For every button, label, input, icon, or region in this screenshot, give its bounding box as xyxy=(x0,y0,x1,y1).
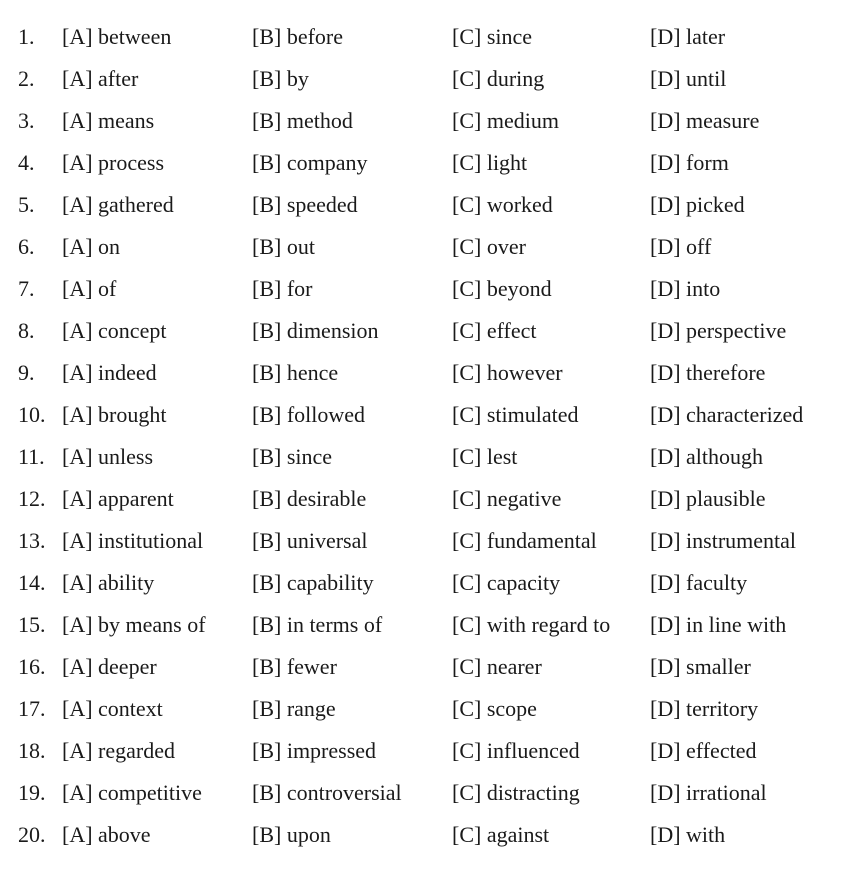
option-d: [D] plausible xyxy=(650,486,766,511)
option-a: [A] brought xyxy=(62,402,167,427)
option-d: [D] faculty xyxy=(650,570,748,595)
question-number: 7. xyxy=(18,276,35,301)
option-c: [C] during xyxy=(452,66,545,91)
question-row xyxy=(0,352,843,394)
option-b: [B] range xyxy=(252,696,336,721)
option-b: [B] by xyxy=(252,66,309,91)
option-a: [A] apparent xyxy=(62,486,174,511)
question-number: 17. xyxy=(18,696,46,721)
option-a: [A] context xyxy=(62,696,163,721)
option-b: [B] followed xyxy=(252,402,366,427)
option-b: [B] since xyxy=(252,444,333,469)
option-d: [D] into xyxy=(650,276,721,301)
question-number: 10. xyxy=(18,402,46,427)
option-c: [C] with regard to xyxy=(452,612,611,637)
option-a: [A] institutional xyxy=(62,528,204,553)
option-a: [A] regarded xyxy=(62,738,175,763)
option-a: [A] on xyxy=(62,234,121,259)
option-d: [D] characterized xyxy=(650,402,804,427)
question-row xyxy=(0,310,843,352)
option-c: [C] since xyxy=(452,24,533,49)
option-a: [A] after xyxy=(62,66,139,91)
option-d: [D] effected xyxy=(650,738,757,763)
option-c: [C] influenced xyxy=(452,738,580,763)
option-d: [D] picked xyxy=(650,192,745,217)
question-row xyxy=(0,100,843,142)
option-d: [D] measure xyxy=(650,108,760,133)
option-d: [D] later xyxy=(650,24,726,49)
option-b: [B] out xyxy=(252,234,315,259)
option-c: [C] scope xyxy=(452,696,537,721)
option-a: [A] indeed xyxy=(62,360,157,385)
question-row xyxy=(0,520,843,562)
option-b: [B] controversial xyxy=(252,780,402,805)
question-number: 4. xyxy=(18,150,35,175)
option-d: [D] instrumental xyxy=(650,528,797,553)
question-number: 3. xyxy=(18,108,35,133)
option-c: [C] effect xyxy=(452,318,537,343)
question-number: 15. xyxy=(18,612,46,637)
question-row xyxy=(0,814,843,856)
option-b: [B] impressed xyxy=(252,738,377,763)
question-row xyxy=(0,478,843,520)
question-row xyxy=(0,226,843,268)
option-c: [C] against xyxy=(452,822,550,847)
question-number: 2. xyxy=(18,66,35,91)
option-a: [A] unless xyxy=(62,444,154,469)
question-row xyxy=(0,772,843,814)
option-b: [B] speeded xyxy=(252,192,358,217)
option-c: [C] stimulated xyxy=(452,402,579,427)
option-a: [A] of xyxy=(62,276,117,301)
question-row xyxy=(0,688,843,730)
option-a: [A] process xyxy=(62,150,165,175)
option-c: [C] worked xyxy=(452,192,553,217)
option-a: [A] competitive xyxy=(62,780,202,805)
option-a: [A] by means of xyxy=(62,612,206,637)
question-number: 20. xyxy=(18,822,46,847)
question-number: 12. xyxy=(18,486,46,511)
question-row xyxy=(0,730,843,772)
question-number: 11. xyxy=(18,444,45,469)
question-number: 6. xyxy=(18,234,35,259)
question-row xyxy=(0,268,843,310)
question-row xyxy=(0,604,843,646)
option-b: [B] universal xyxy=(252,528,368,553)
option-c: [C] however xyxy=(452,360,563,385)
option-b: [B] dimension xyxy=(252,318,379,343)
question-row xyxy=(0,394,843,436)
option-d: [D] off xyxy=(650,234,712,259)
option-d: [D] although xyxy=(650,444,764,469)
option-d: [D] smaller xyxy=(650,654,751,679)
option-c: [C] negative xyxy=(452,486,562,511)
option-b: [B] capability xyxy=(252,570,374,595)
question-number: 14. xyxy=(18,570,46,595)
option-a: [A] ability xyxy=(62,570,155,595)
question-number: 13. xyxy=(18,528,46,553)
option-d: [D] perspective xyxy=(650,318,787,343)
option-b: [B] for xyxy=(252,276,313,301)
question-number: 16. xyxy=(18,654,46,679)
question-row xyxy=(0,58,843,100)
question-row xyxy=(0,436,843,478)
option-b: [B] method xyxy=(252,108,353,133)
question-number: 1. xyxy=(18,24,35,49)
option-a: [A] above xyxy=(62,822,151,847)
option-c: [C] capacity xyxy=(452,570,561,595)
option-b: [B] before xyxy=(252,24,344,49)
option-c: [C] medium xyxy=(452,108,559,133)
option-a: [A] means xyxy=(62,108,155,133)
question-number: 18. xyxy=(18,738,46,763)
option-b: [B] in terms of xyxy=(252,612,383,637)
question-row xyxy=(0,562,843,604)
option-d: [D] in line with xyxy=(650,612,787,637)
question-row xyxy=(0,184,843,226)
option-c: [C] nearer xyxy=(452,654,542,679)
option-a: [A] concept xyxy=(62,318,167,343)
option-a: [A] deeper xyxy=(62,654,157,679)
option-b: [B] fewer xyxy=(252,654,337,679)
option-d: [D] with xyxy=(650,822,726,847)
option-d: [D] therefore xyxy=(650,360,766,385)
question-number: 19. xyxy=(18,780,46,805)
option-b: [B] company xyxy=(252,150,368,175)
option-c: [C] fundamental xyxy=(452,528,597,553)
option-d: [D] territory xyxy=(650,696,759,721)
option-a: [A] gathered xyxy=(62,192,174,217)
question-options-list xyxy=(0,16,843,856)
option-c: [C] lest xyxy=(452,444,518,469)
option-d: [D] irrational xyxy=(650,780,767,805)
question-number: 8. xyxy=(18,318,35,343)
question-row xyxy=(0,142,843,184)
question-row xyxy=(0,646,843,688)
option-b: [B] upon xyxy=(252,822,331,847)
option-c: [C] over xyxy=(452,234,526,259)
option-c: [C] beyond xyxy=(452,276,552,301)
option-d: [D] form xyxy=(650,150,729,175)
question-row xyxy=(0,16,843,58)
option-d: [D] until xyxy=(650,66,727,91)
option-a: [A] between xyxy=(62,24,172,49)
question-number: 9. xyxy=(18,360,35,385)
option-c: [C] light xyxy=(452,150,528,175)
option-c: [C] distracting xyxy=(452,780,580,805)
question-number: 5. xyxy=(18,192,35,217)
option-b: [B] desirable xyxy=(252,486,367,511)
option-b: [B] hence xyxy=(252,360,339,385)
